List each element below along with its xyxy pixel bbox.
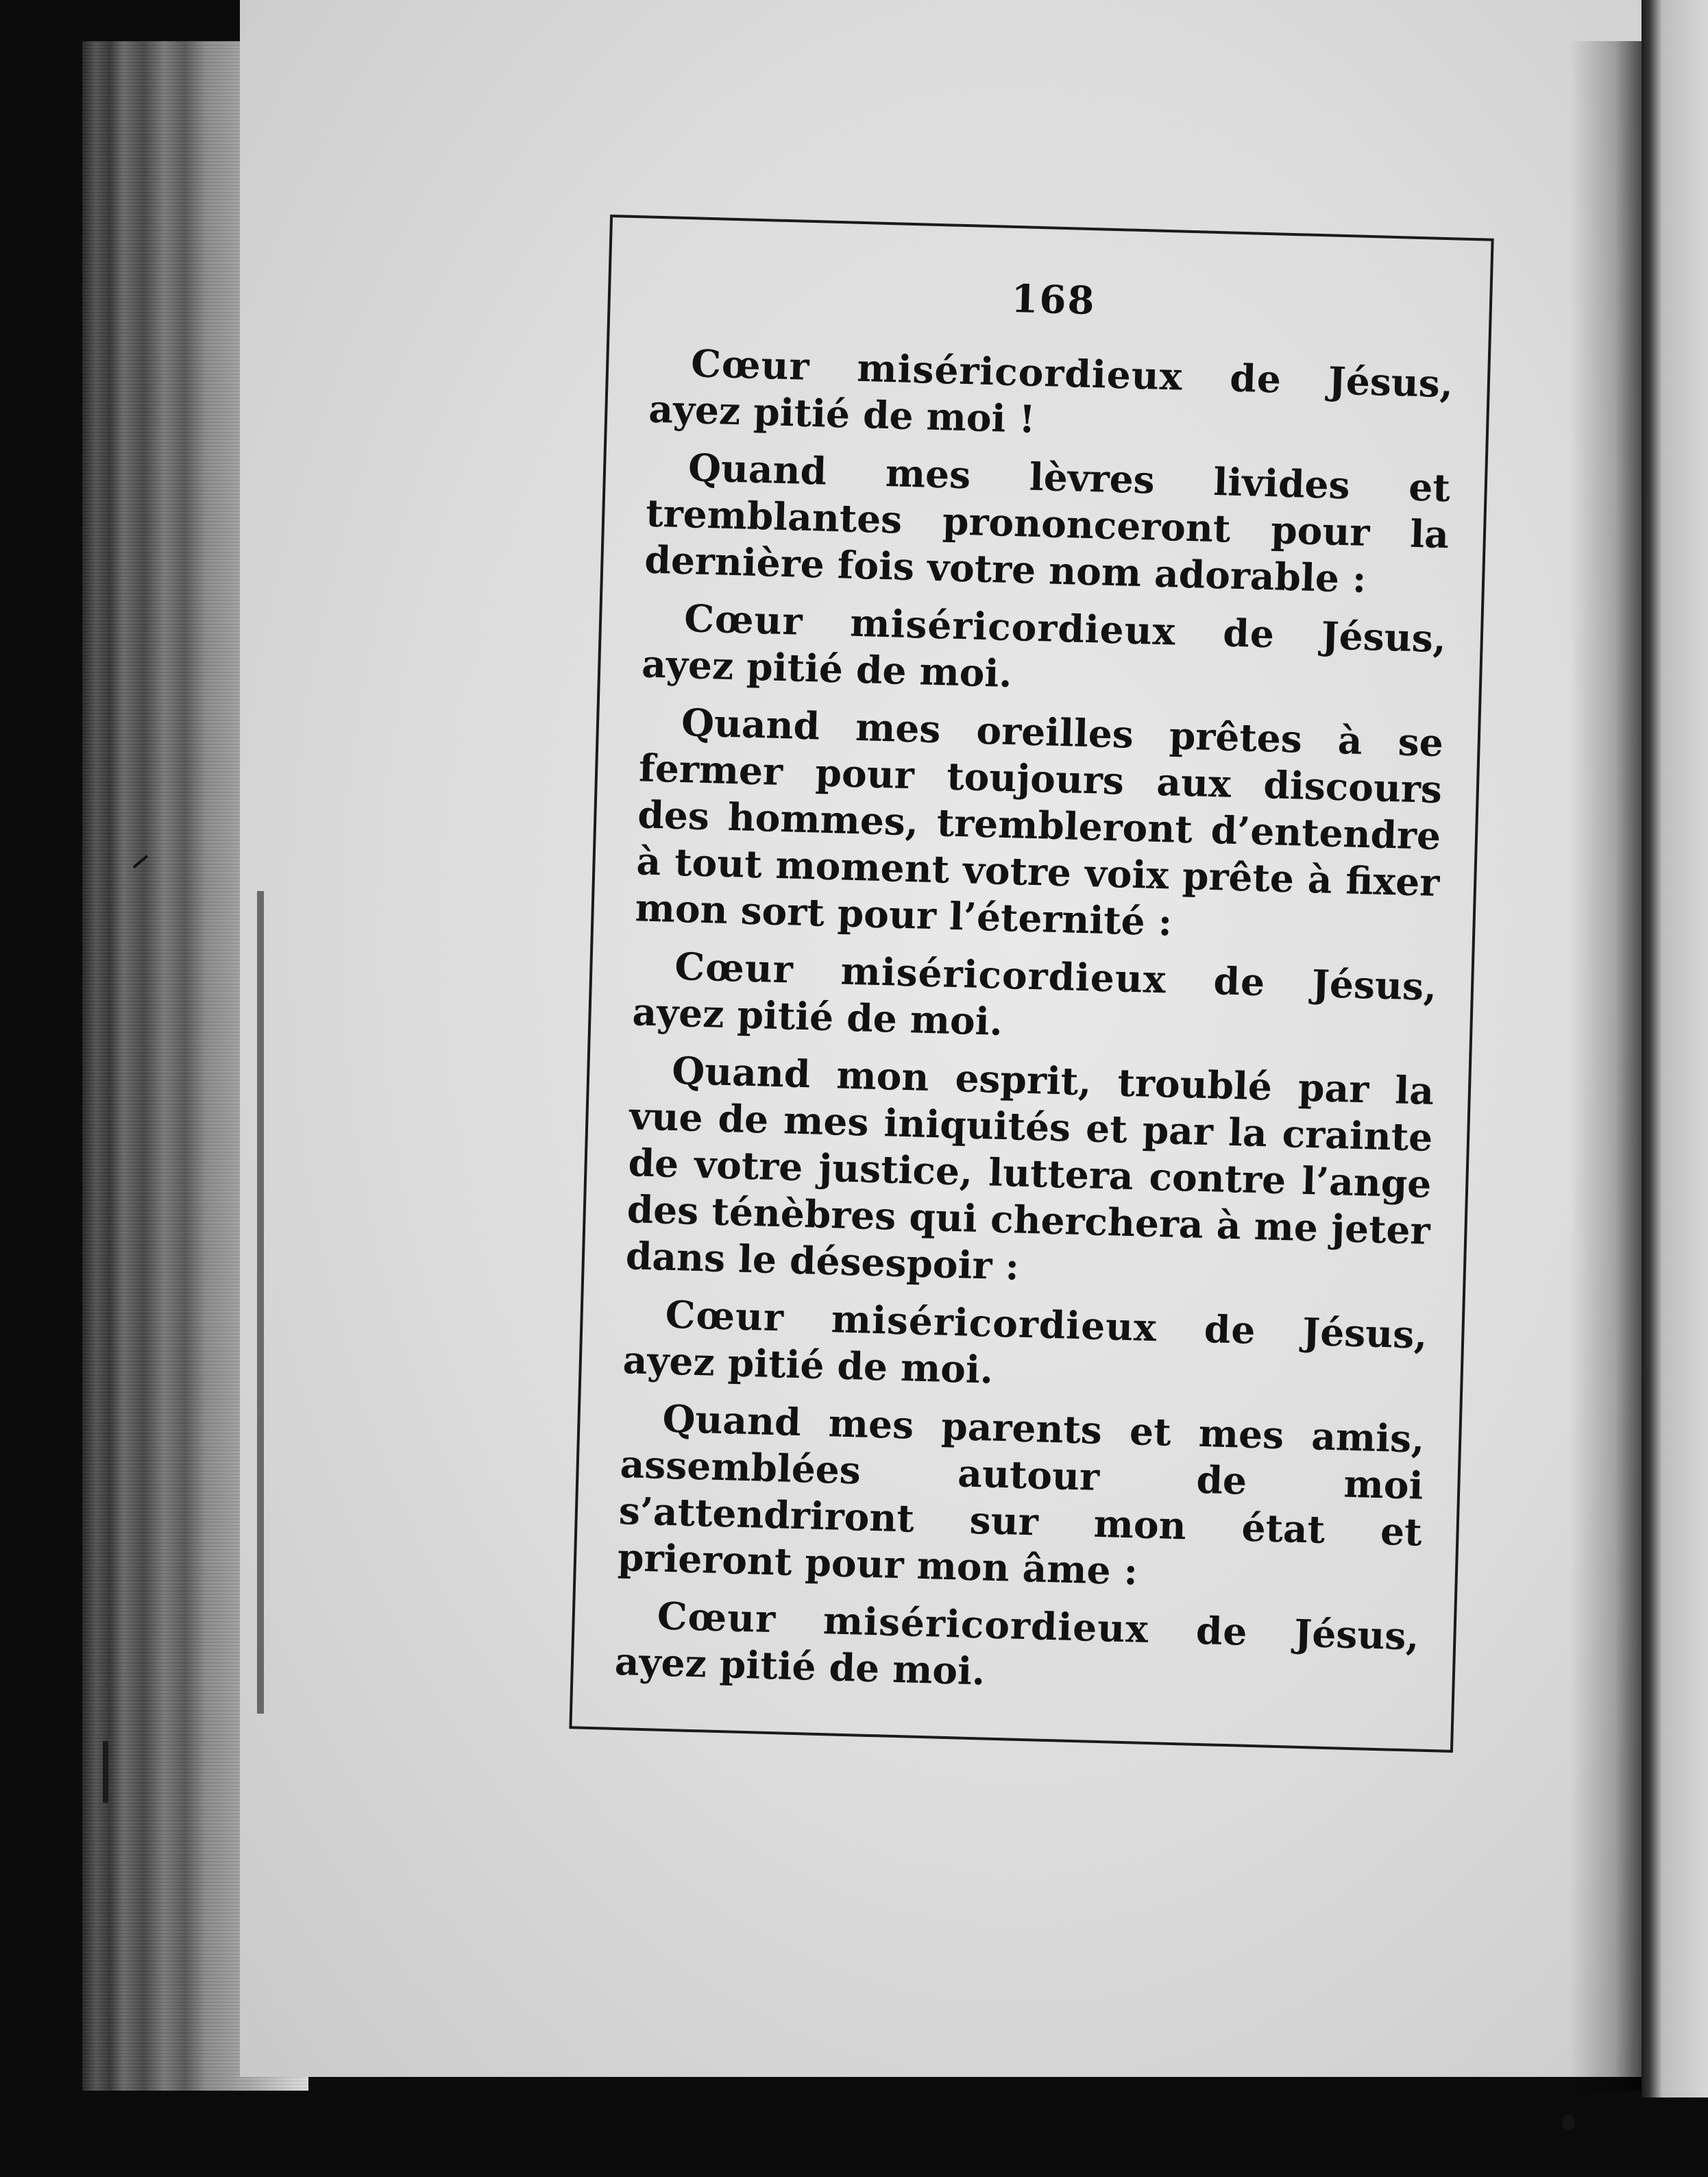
- adjacent-page-edge: [1642, 0, 1708, 2097]
- refrain-paragraph: [632, 942, 1437, 1057]
- refrain-tail: ayez pitié de moi.: [622, 1337, 994, 1392]
- refrain-tail: ayez pitié de moi !: [648, 386, 1036, 441]
- refrain-paragraph: [622, 1290, 1428, 1405]
- refrain-lead: Cœur miséricordieux de: [683, 596, 1276, 657]
- verse-paragraph: Quand mes lèvres livides et tremblantes prononceront pour la dernière fois votre nom adorable :: [644, 445, 1451, 601]
- refrain-paragraph: [648, 339, 1454, 454]
- text-frame: [569, 215, 1493, 1753]
- edge-mark: [257, 891, 264, 1714]
- page-number: 168: [1010, 276, 1097, 324]
- refrain-lead: Cœur miséricordieux de: [674, 943, 1266, 1005]
- refrain-name: Jésus,: [1320, 613, 1447, 661]
- page-gutter-shadow: [1570, 41, 1645, 2091]
- refrain-name: Jésus,: [1302, 1309, 1428, 1357]
- refrain-name: Jésus,: [1293, 1610, 1420, 1659]
- refrain-name: Jésus,: [1327, 358, 1454, 406]
- refrain-tail: ayez pitié de moi.: [641, 641, 1013, 696]
- verse-paragraph: Quand mes parents et mes amis, assemblées autour de moi s’attendriront sur mon état et prieront pour mon âme :: [617, 1396, 1426, 1594]
- refrain-lead: Cœur miséricordieux de: [656, 1593, 1249, 1654]
- refrain-tail: ayez pitié de moi.: [614, 1638, 986, 1694]
- refrain-tail: ayez pitié de moi.: [631, 989, 1003, 1044]
- refrain-name: Jésus,: [1311, 961, 1437, 1009]
- refrain-lead: Cœur miséricordieux de: [690, 341, 1282, 402]
- verse-paragraph: Quand mon esprit, troublé par la vue de mes iniquités et par la crainte de votre justice, luttera contre l’ange des ténèbres qui cherchera à me jeter dans le désespoir :: [625, 1047, 1435, 1289]
- refrain-paragraph: [641, 594, 1446, 709]
- stray-ink-mark: [1563, 2115, 1575, 2130]
- edge-mark: [103, 1741, 108, 1803]
- refrain-paragraph: [614, 1592, 1419, 1707]
- verse-paragraph: Quand mes oreilles prêtes à se fermer pour toujours aux discours des hommes, trembleront d’entendre à tout moment votre voix prête à fixer mon sort pour l’éternité :: [634, 700, 1444, 945]
- refrain-lead: Cœur miséricordieux de: [664, 1291, 1257, 1353]
